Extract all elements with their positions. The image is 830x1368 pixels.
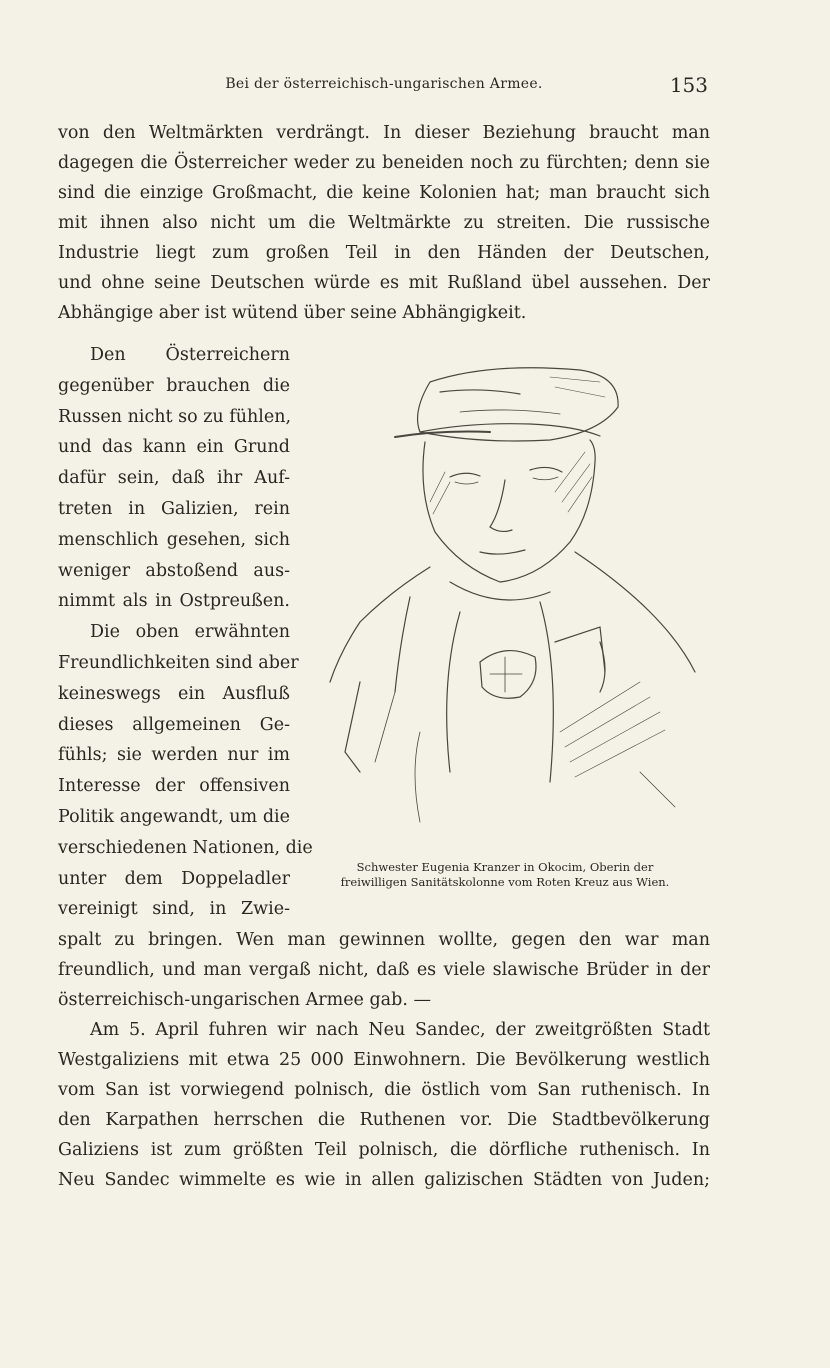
- top-paragraph: [58, 118, 710, 328]
- text-line: Den Österreichern: [90, 345, 290, 365]
- caption-line: Schwester Eugenia Kranzer in Okocim, Oberin der: [356, 860, 654, 874]
- text-line: dieses allgemeinen Ge-: [58, 714, 290, 735]
- page-number: 153: [669, 73, 708, 97]
- text-line: unter dem Doppeladler: [58, 868, 290, 889]
- bottom-paragraph: [58, 925, 710, 1015]
- text-line: und das kann ein Grund: [58, 437, 290, 458]
- text-line: menschlich gesehen, sich: [58, 529, 290, 550]
- text-line: vom San ist vorwiegend polnisch, die östlich vom San ruthenisch. In: [58, 1080, 710, 1100]
- running-header: Bei der österreichisch-ungarischen Armee.: [225, 76, 543, 92]
- text-line: Westgaliziens mit etwa 25 000 Einwohnern. Die Bevölkerung westlich: [58, 1050, 710, 1070]
- text-line: dafür sein, daß ihr Auf-: [58, 468, 290, 489]
- text-line: von den Weltmärkten verdrängt. In dieser Beziehung braucht man: [58, 123, 710, 143]
- text-line: Galiziens ist zum größten Teil polnisch, die dörfliche ruthenisch. In: [58, 1140, 710, 1160]
- text-line: Neu Sandec wimmelte es wie in allen galizischen Städten von Juden;: [58, 1170, 710, 1190]
- text-line: treten in Galizien, rein: [58, 498, 290, 519]
- text-line: vereinigt sind, in Zwie-: [58, 899, 290, 920]
- text-line: nimmt als in Ostpreußen.: [58, 591, 290, 612]
- text-line: spalt zu bringen. Wen man gewinnen wollte, gegen den war man: [58, 930, 710, 950]
- text-line: österreichisch-ungarischen Armee gab. —: [58, 990, 431, 1010]
- text-line: dagegen die Österreicher weder zu beneiden noch zu fürchten; denn sie: [58, 153, 710, 173]
- portrait-sketch: [300, 352, 720, 852]
- text-line: weniger abstoßend aus-: [58, 560, 290, 581]
- text-line: Russen nicht so zu fühlen,: [58, 406, 292, 427]
- text-line: mit ihnen also nicht um die Weltmärkte zu streiten. Die russische: [58, 213, 710, 233]
- text-line: Abhängige aber ist wütend über seine Abhängigkeit.: [58, 303, 527, 323]
- text-line: sind die einzige Großmacht, die keine Kolonien hat; man braucht sich: [58, 183, 710, 203]
- text-line: den Karpathen herrschen die Ruthenen vor. Die Stadtbevölkerung: [58, 1110, 710, 1130]
- text-line: gegenüber brauchen die: [58, 375, 290, 396]
- text-line: Die oben erwähnten: [90, 622, 290, 643]
- text-line: verschiedenen Nationen, die: [58, 837, 313, 858]
- text-line: Am 5. April fuhren wir nach Neu Sandec, der zweitgrößten Stadt: [90, 1020, 710, 1040]
- text-line: Freundlichkeiten sind aber: [58, 652, 299, 673]
- last-paragraph: [58, 1015, 710, 1195]
- caption-line: freiwilligen Sanitätskolonne vom Roten Kreuz aus Wien.: [340, 875, 670, 889]
- text-line: und ohne seine Deutschen würde es mit Rußland übel aussehen. Der: [58, 273, 710, 293]
- text-line: keineswegs ein Ausfluß: [58, 683, 290, 704]
- text-line: fühls; sie werden nur im: [58, 745, 290, 766]
- text-line: Politik angewandt, um die: [58, 806, 290, 827]
- text-line: Interesse der offensiven: [58, 776, 290, 797]
- figure-caption: [300, 860, 710, 890]
- text-line: freundlich, und man vergaß nicht, daß es viele slawische Brüder in der: [58, 960, 710, 980]
- side-paragraph: [58, 340, 313, 925]
- text-line: Industrie liegt zum großen Teil in den Händen der Deutschen,: [58, 243, 710, 263]
